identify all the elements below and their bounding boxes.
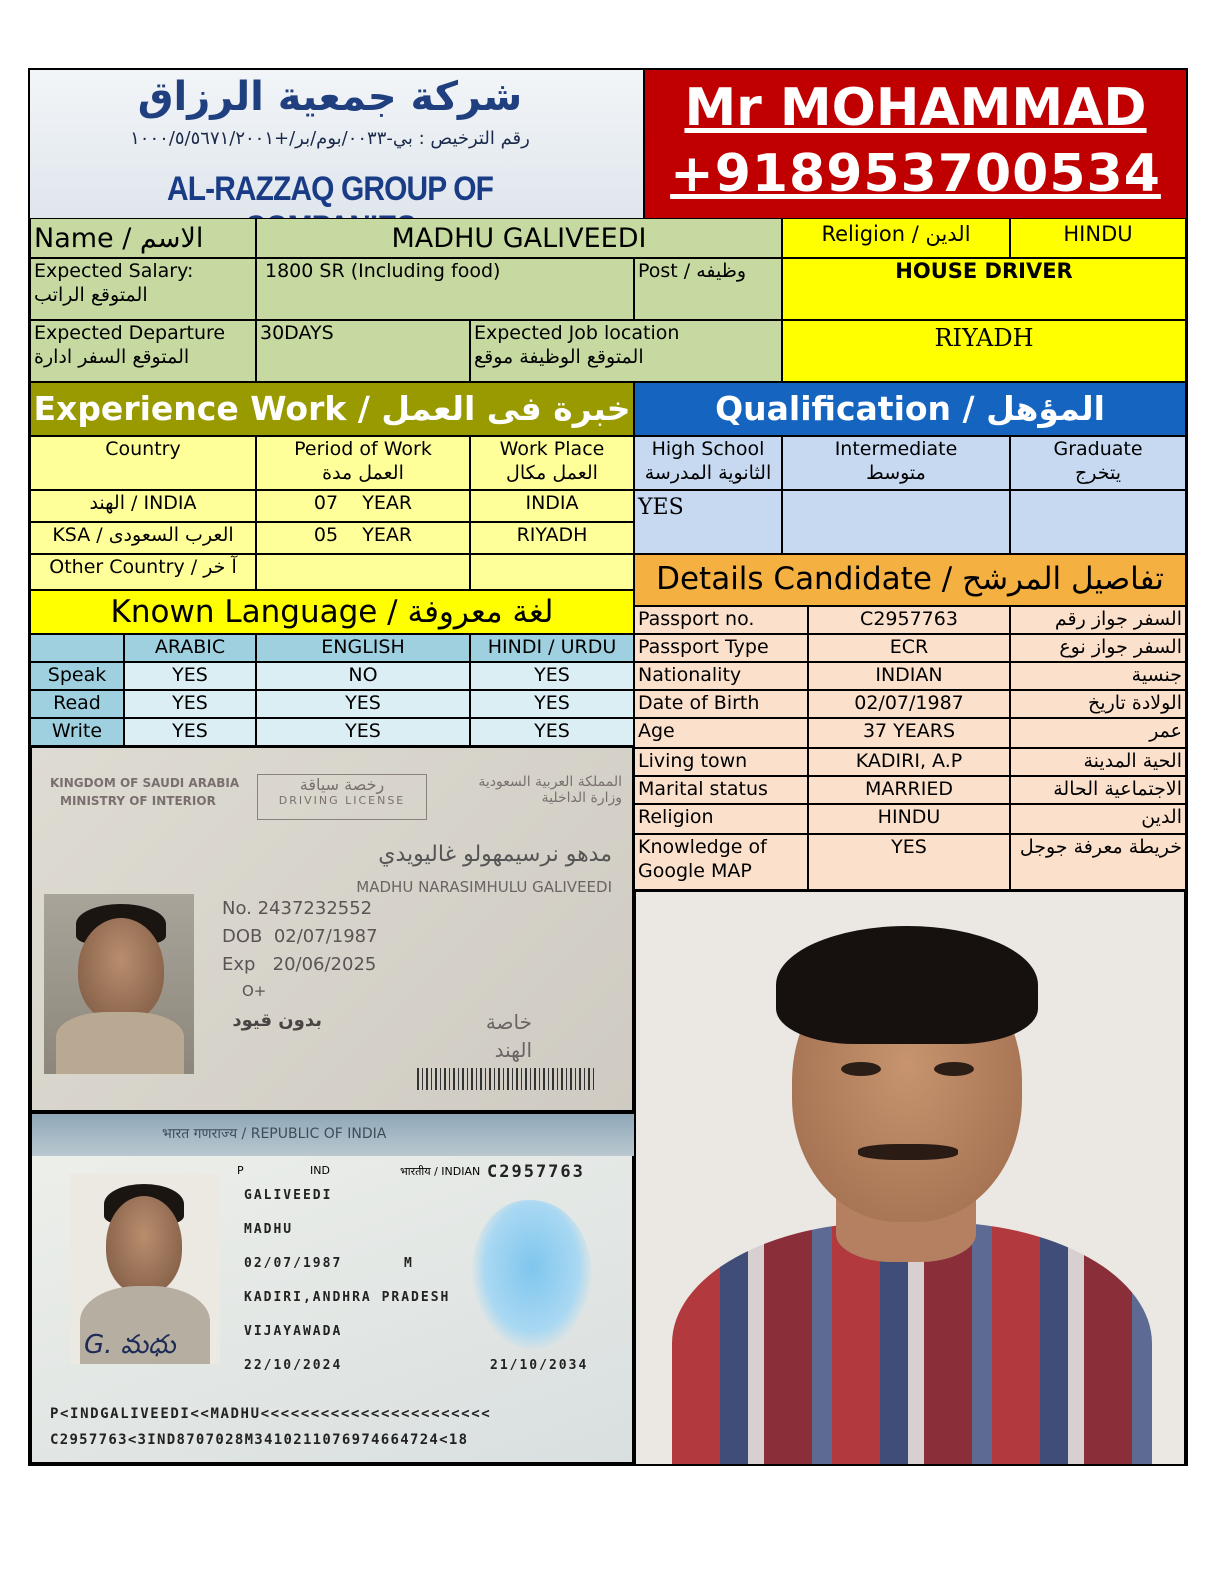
detail-label-ar: جنسية	[1010, 662, 1186, 690]
departure-value: 30DAYS	[256, 320, 470, 382]
qual-intermediate-en: Intermediate	[834, 438, 958, 460]
detail-label-ar: الحية المدينة	[1010, 748, 1186, 776]
religion-value: HINDU	[1010, 218, 1186, 258]
candidate-photo	[634, 890, 1186, 1466]
detail-label: Age	[634, 718, 808, 748]
detail-label-ar: الولادة تاريخ	[1010, 690, 1186, 718]
qual-col-high-school	[634, 436, 782, 490]
license-country: KINGDOM OF SAUDI ARABIA	[50, 776, 240, 790]
exp-col-period-en: Period of Work	[294, 438, 432, 460]
license-number: No. 2437232552	[222, 898, 373, 919]
location-label-en: Expected Job location	[474, 322, 680, 344]
location-label	[470, 320, 782, 382]
candidate-left-eye	[841, 1062, 881, 1076]
departure-label-ar: المتوقع السفر ادارة	[34, 346, 190, 368]
exp-row-country: KSA / العرب السعودى	[30, 522, 256, 554]
detail-label: Passport no.	[634, 606, 808, 634]
company-english-name: AL-RAZZAQ GROUP OF	[166, 170, 494, 208]
license-ministry: MINISTRY OF INTERIOR	[60, 794, 216, 808]
detail-value: 02/07/1987	[808, 690, 1010, 718]
passport-sex: M	[404, 1256, 412, 1271]
bio-data-sheet	[28, 68, 1188, 1466]
salary-label	[30, 258, 256, 320]
detail-value: INDIAN	[808, 662, 1010, 690]
passport-dob: 02/07/1987	[244, 1256, 343, 1271]
agent-name: Mr MOHAMMAD	[684, 78, 1147, 138]
exp-col-period	[256, 436, 470, 490]
qual-intermediate-value	[782, 490, 1010, 554]
religion-label: Religion / الدين	[782, 218, 1010, 258]
detail-value: ECR	[808, 634, 1010, 662]
lang-cell: YES	[124, 662, 256, 690]
detail-label-ar: خريطة معرفة جوجل	[1010, 834, 1186, 890]
detail-label: Passport Type	[634, 634, 808, 662]
lang-row-label: Write	[30, 718, 124, 746]
name-value: MADHU GALIVEEDI	[256, 218, 782, 258]
detail-label-ar: السفر جواز نوع	[1010, 634, 1186, 662]
qual-graduate-ar: يتخرج	[1074, 462, 1122, 484]
detail-value: MARRIED	[808, 776, 1010, 804]
exp-row-period	[256, 554, 470, 590]
salary-label-ar: المتوقع الراتب	[34, 284, 148, 306]
lang-col-english: ENGLISH	[256, 634, 470, 662]
exp-row-place: INDIA	[470, 490, 634, 522]
salary-value: 1800 SR (Including food)	[256, 258, 634, 320]
lang-col-arabic: ARABIC	[124, 634, 256, 662]
passport-signature: G. మధు	[84, 1330, 176, 1360]
qualification-title: Qualification / المؤهل	[634, 382, 1186, 436]
lang-cell: YES	[470, 718, 634, 746]
exp-row-country: الهند / INDIA	[30, 490, 256, 522]
passport-place-of-issue: VIJAYAWADA	[244, 1324, 343, 1339]
detail-label: Date of Birth	[634, 690, 808, 718]
exp-col-place-ar: العمل مكال	[506, 462, 598, 484]
lang-row-label: Read	[30, 690, 124, 718]
company-arabic-name: شركة جمعية الرزاق	[137, 74, 523, 120]
detail-label-ar: الاجتماعية الحالة	[1010, 776, 1186, 804]
qual-col-graduate	[1010, 436, 1186, 490]
lang-cell: YES	[256, 690, 470, 718]
detail-value: 37 YEARS	[808, 718, 1010, 748]
salary-label-en: Expected Salary:	[34, 260, 194, 282]
license-photo	[44, 894, 194, 1074]
post-value: HOUSE DRIVER	[782, 258, 1186, 320]
candidate-moustache	[858, 1144, 958, 1160]
exp-row-place: RIYADH	[470, 522, 634, 554]
detail-label-ar: السفر جواز رقم	[1010, 606, 1186, 634]
company-logo	[30, 70, 645, 218]
lang-cell: YES	[256, 718, 470, 746]
detail-label: Nationality	[634, 662, 808, 690]
exp-row-period: 07 YEAR	[256, 490, 470, 522]
company-license: رقم الترخيص : بي-٠٠٣٣/بوم/بر/+١٠٠٠/٥/٥٦٧١/٢٠٠١	[130, 128, 530, 149]
license-title-en: DRIVING LICENSE	[278, 794, 406, 807]
detail-label: Living town	[634, 748, 808, 776]
license-barcode	[417, 1068, 597, 1090]
passport-given-name: MADHU	[244, 1222, 294, 1237]
departure-label	[30, 320, 256, 382]
passport-surname: GALIVEEDI	[244, 1188, 333, 1203]
lang-cell: YES	[124, 690, 256, 718]
candidate-right-eye	[934, 1062, 974, 1076]
language-title: Known Language / لغة معروفة	[30, 590, 634, 634]
detail-label: Marital status	[634, 776, 808, 804]
lang-cell: YES	[124, 718, 256, 746]
passport-mrz-line1: P<INDGALIVEEDI<<MADHU<<<<<<<<<<<<<<<<<<<<<<<	[50, 1406, 492, 1422]
passport-thumbprint	[472, 1200, 592, 1350]
license-type: خاصة	[485, 1010, 532, 1034]
detail-value: C2957763	[808, 606, 1010, 634]
passport-nationality: भारतीय / INDIAN	[400, 1165, 481, 1178]
agent-phone: +918953700534	[670, 144, 1161, 204]
passport-date-of-issue: 22/10/2024	[244, 1358, 343, 1373]
license-nationality: الهند	[494, 1038, 532, 1062]
passport-date-of-expiry: 21/10/2034	[490, 1358, 589, 1373]
lang-col-hindi-urdu: HINDI / URDU	[470, 634, 634, 662]
license-expiry: Exp 20/06/2025	[222, 954, 377, 975]
detail-label-ar: عمر	[1010, 718, 1186, 748]
license-holder-ar: مدهو نرسيمهولو غاليويدي	[378, 842, 612, 867]
passport-type: P	[237, 1164, 244, 1177]
exp-row-country: Other Country / آ خر	[30, 554, 256, 590]
detail-value: HINDU	[808, 804, 1010, 834]
name-label: Name / الاسم	[30, 218, 256, 258]
departure-label-en: Expected Departure	[34, 322, 226, 344]
detail-label: Religion	[634, 804, 808, 834]
lang-row-label: Speak	[30, 662, 124, 690]
license-restrictions: بدون قيود	[232, 1010, 322, 1031]
detail-label: Knowledge of Google MAP	[634, 834, 808, 890]
license-dob: DOB 02/07/1987	[222, 926, 378, 947]
exp-row-place	[470, 554, 634, 590]
qual-high-school-ar: الثانوية المدرسة	[644, 462, 772, 484]
exp-col-place-en: Work Place	[499, 438, 605, 460]
qual-high-school-en: High School	[651, 438, 765, 460]
qual-graduate-en: Graduate	[1053, 438, 1143, 460]
detail-label-ar: الدين	[1010, 804, 1186, 834]
driving-license-image	[30, 746, 634, 1112]
qual-graduate-value	[1010, 490, 1186, 554]
passport-code: IND	[310, 1164, 330, 1177]
qual-intermediate-ar: متوسط	[866, 462, 926, 484]
passport-image	[30, 1112, 634, 1464]
passport-header: भारत गणराज्य / REPUBLIC OF INDIA	[162, 1126, 387, 1142]
detail-value: YES	[808, 834, 1010, 890]
license-title-box	[257, 774, 427, 820]
lang-corner	[30, 634, 124, 662]
license-blood-group: O+	[242, 982, 267, 1000]
license-holder-en: MADHU NARASIMHULU GALIVEEDI	[356, 878, 612, 896]
lang-cell: YES	[470, 662, 634, 690]
agent-header	[645, 70, 1186, 218]
location-label-ar: المتوقع الوظيفة موقع	[474, 346, 644, 368]
lang-cell: YES	[470, 690, 634, 718]
passport-mrz-line2: C2957763<3IND8707028M3410211076974664724<18	[50, 1432, 469, 1448]
qual-col-intermediate	[782, 436, 1010, 490]
details-title: Details Candidate / تفاصيل المرشح	[634, 554, 1186, 606]
lang-cell: NO	[256, 662, 470, 690]
exp-col-place	[470, 436, 634, 490]
passport-number: C2957763	[487, 1162, 585, 1182]
detail-value: KADIRI, A.P	[808, 748, 1010, 776]
exp-col-country: Country	[30, 436, 256, 490]
license-ministry-ar: المملكة العربية السعودية وزارة الداخلية	[478, 774, 622, 806]
post-label: Post / وظيفه	[634, 258, 782, 320]
license-title-ar: رخصة سياقة	[299, 775, 385, 794]
experience-title: Experience Work / خبرة فى العمل	[30, 382, 634, 436]
passport-place-of-birth: KADIRI,ANDHRA PRADESH	[244, 1290, 451, 1305]
exp-col-period-ar: العمل مدة	[322, 462, 404, 484]
qual-high-school-value: YES	[634, 490, 782, 554]
location-value: RIYADH	[782, 320, 1186, 382]
exp-row-period: 05 YEAR	[256, 522, 470, 554]
candidate-hair	[776, 926, 1038, 1044]
